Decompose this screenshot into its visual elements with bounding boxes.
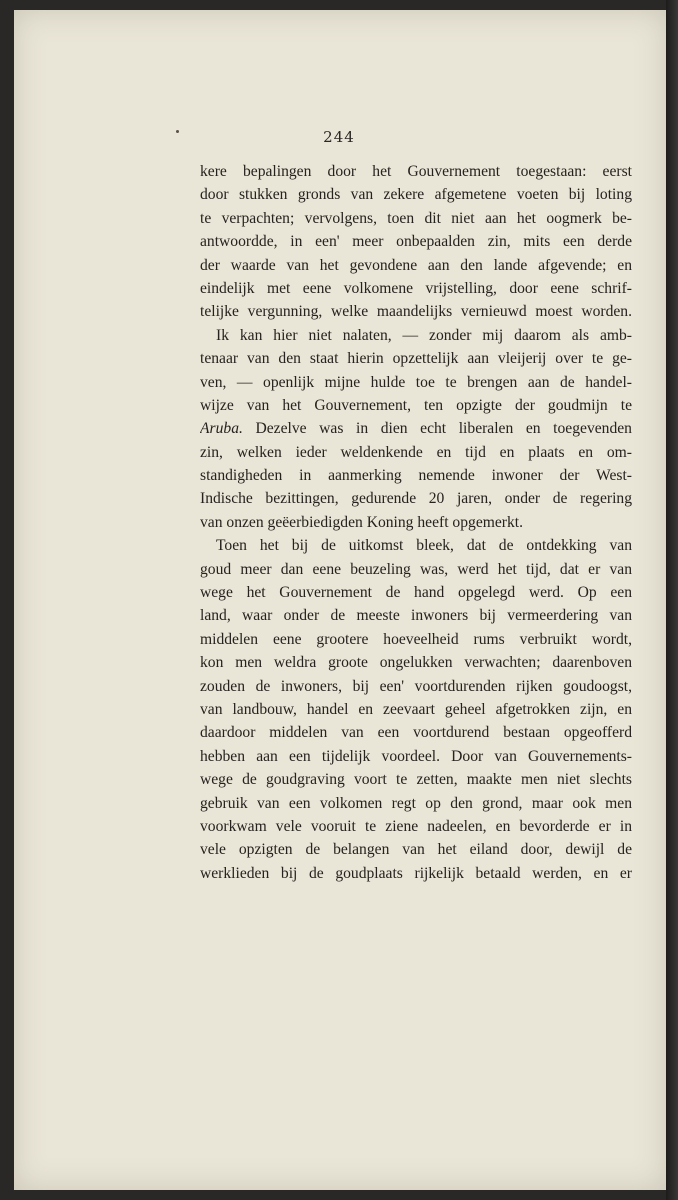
italic-place-name: Aruba. <box>200 420 243 438</box>
text-line: goud meer dan eene beuzeling was, werd het tijd, dat er van <box>200 560 632 578</box>
text-line: tenaar van den staat hierin opzettelijk aan vleijerij over te ge- <box>200 350 632 368</box>
text-line: van landbouw, handel en zeevaart geheel afgetrokken zijn, en <box>200 700 632 718</box>
text-line-with-place-name <box>200 417 632 440</box>
body-text <box>200 160 632 885</box>
text-line: der waarde van het gevondene aan den lande afgevende; en <box>200 256 632 274</box>
text-line: Indische bezittingen, gedurende 20 jaren, onder de regering <box>200 490 632 508</box>
text-line: kere bepalingen door het Gouvernement toegestaan: eerst <box>200 163 632 180</box>
paragraph-end-line: van onzen geëerbiedigden Koning heeft opgemerkt. <box>200 513 524 531</box>
text-line: land, waar onder de meeste inwoners bij vermeerdering van <box>200 607 632 625</box>
page-edge-shadow <box>666 0 678 1200</box>
text-line: hebben aan een tijdelijk voordeel. Door van Gouvernements- <box>200 747 632 765</box>
text-line: middelen eene grootere hoeveelheid rums verbruikt wordt, <box>200 630 632 648</box>
paragraph-start-line: Toen het bij de uitkomst bleek, dat de ontdekking van <box>216 537 632 555</box>
text-line: wege de goudgraving voort te zetten, maakte men niet slechts <box>200 771 632 789</box>
text-line: te verpachten; vervolgens, toen dit niet aan het oogmerk be- <box>200 209 632 227</box>
text-line: voorkwam vele vooruit te ziene nadeelen, en bevorderde er in <box>200 817 632 835</box>
text-line: eindelijk met eene volkomene vrijstelling, door eene schrif- <box>200 279 632 297</box>
text-line: standigheden in aanmerking nemende inwoner der West- <box>200 467 632 485</box>
text-line: telijke vergunning, welke maandelijks vernieuwd moest worden. <box>200 303 632 321</box>
text-line: door stukken gronds van zekere afgemetene voeten bij loting <box>200 186 632 204</box>
text-line-rest: Dezelve was in dien echt liberalen en toegevenden <box>255 420 632 438</box>
paragraph-start-line: Ik kan hier niet nalaten, — zonder mij daarom als amb- <box>216 326 632 344</box>
text-line: ven, — openlijk mijne hulde toe te brengen aan de handel- <box>200 373 632 391</box>
text-line: kon men weldra groote ongelukken verwachten; daarenboven <box>200 654 632 672</box>
text-line: gebruik van een volkomen regt op den grond, maar ook men <box>200 794 632 812</box>
text-line: daardoor middelen van een voortdurend bestaan opgeofferd <box>200 724 632 742</box>
text-line: werklieden bij de goudplaats rijkelijk betaald werden, en er <box>200 864 632 882</box>
text-line: vele opzigten de belangen van het eiland door, dewijl de <box>200 841 632 859</box>
text-line: antwoordde, in een' meer onbepaalden zin, mits een derde <box>200 233 632 251</box>
text-line: zin, welken ieder weldenkende en tijd en plaats en om- <box>200 443 632 461</box>
page-number: 244 <box>323 128 355 146</box>
text-line: wege het Gouvernement de hand opgelegd werd. Op een <box>200 584 632 602</box>
text-line: zouden de inwoners, bij een' voortdurenden rijken goudoogst, <box>200 677 632 695</box>
text-line: wijze van het Gouvernement, ten opzigte der goudmijn te <box>200 396 632 414</box>
